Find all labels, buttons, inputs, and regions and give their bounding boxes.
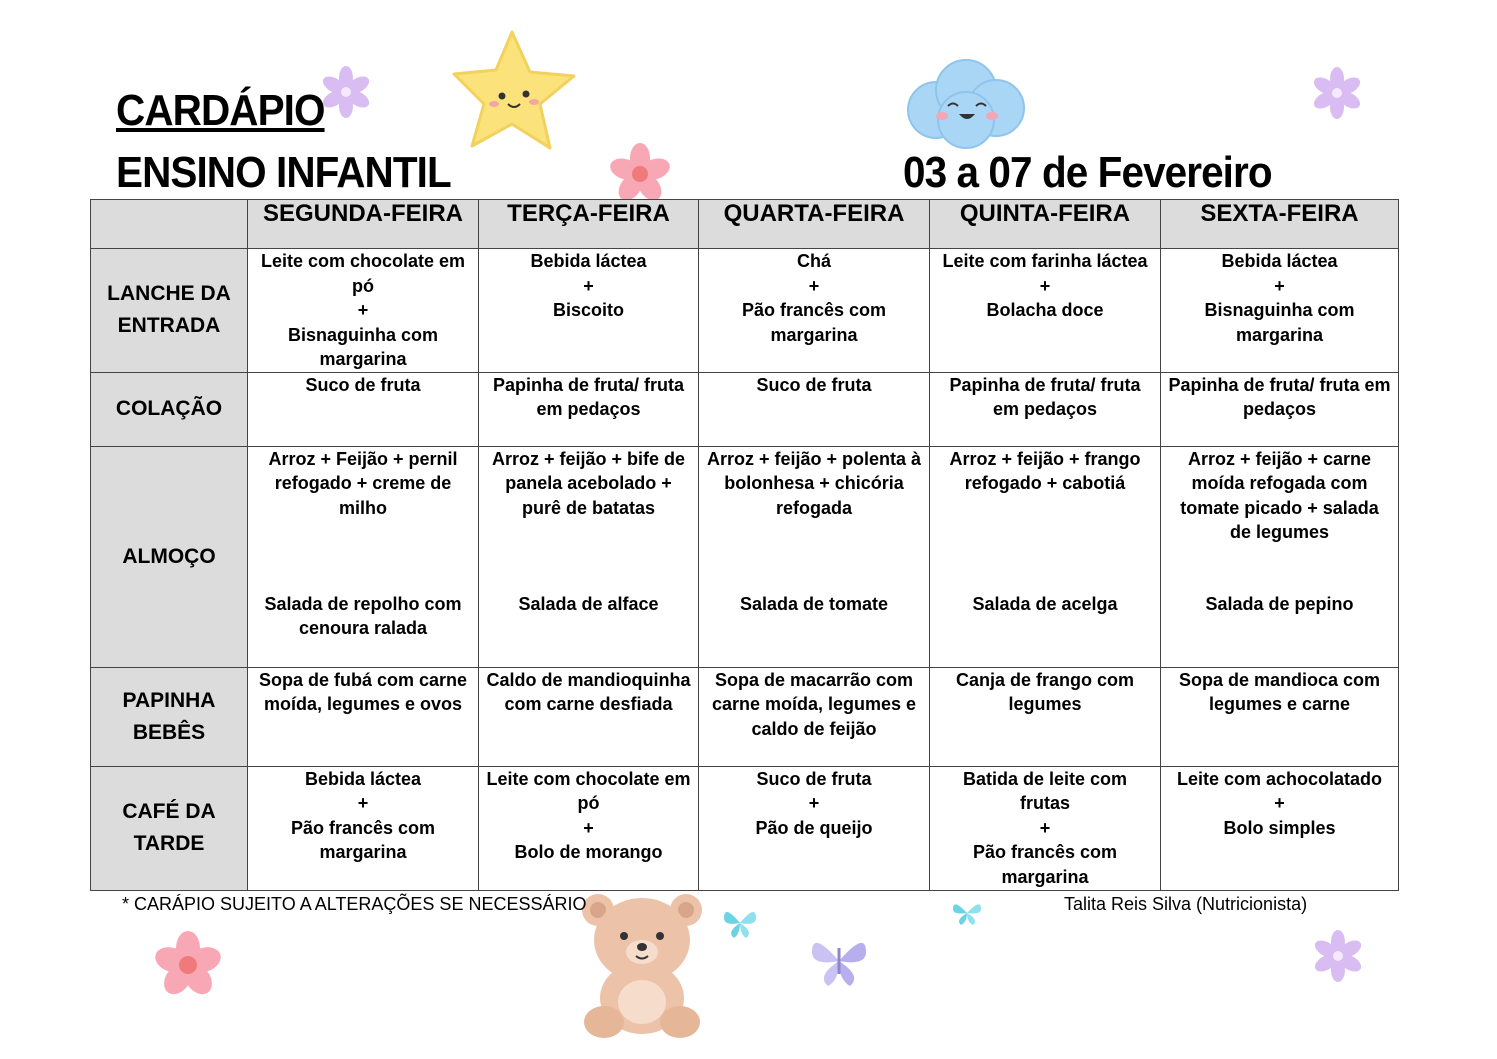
menu-cell: [1161, 446, 1399, 667]
meal-label: [91, 766, 248, 890]
flower-icon: [1310, 66, 1364, 120]
menu-cell: [930, 766, 1161, 890]
menu-item-line: Sopa de macarrão com: [714, 669, 914, 690]
salad: [705, 592, 923, 617]
main-dish: [248, 447, 478, 521]
menu-item-line: Pão francês com: [972, 842, 1118, 862]
menu-item-line: Arroz + feijão + frango: [949, 448, 1141, 469]
menu-item-line: Salada de alface: [518, 593, 659, 614]
menu-item-line: em pedaços: [992, 399, 1098, 419]
menu-cell: [699, 446, 930, 667]
flower-icon: [320, 66, 372, 118]
menu-item-line: +: [1274, 793, 1285, 813]
menu-item-line: Papinha de fruta/ fruta: [492, 374, 685, 395]
day-header: SEGUNDA-FEIRA: [248, 200, 479, 249]
menu-item-line: +: [1039, 275, 1051, 296]
butterfly-icon: [720, 904, 760, 942]
nutritionist-signature: Talita Reis Silva (Nutricionista): [1064, 894, 1308, 914]
menu-cell: [479, 446, 699, 667]
menu-item-line: +: [357, 300, 369, 320]
menu-item-line: margarina: [1235, 324, 1324, 345]
meal-label: [91, 446, 248, 667]
menu-cell: [1161, 372, 1399, 446]
page-subtitle: ENSINO INFANTIL: [116, 148, 451, 197]
meal-row: [91, 249, 1399, 373]
menu-item-line: Bolo simples: [1223, 817, 1336, 838]
menu-cell: [1161, 667, 1399, 766]
menu-item-line: Canja de frango com: [955, 669, 1135, 690]
menu-item-line: moída refogada com: [1191, 473, 1368, 493]
cloud-icon: [896, 50, 1034, 150]
menu-item-line: Bebida láctea: [1221, 251, 1338, 271]
menu-cell: [699, 667, 930, 766]
menu-item-line: ALMOÇO: [122, 544, 216, 568]
menu-item-line: PAPINHA: [122, 688, 216, 712]
menu-item-line: Leite com farinha láctea: [942, 251, 1148, 271]
menu-cell: [248, 766, 479, 890]
menu-item-line: de legumes: [1229, 522, 1330, 542]
menu-cell: [479, 372, 699, 446]
menu-item-line: cenoura ralada: [298, 618, 428, 638]
butterfly-icon: [950, 898, 984, 928]
main-dish: [1161, 447, 1398, 545]
day-header: SEXTA-FEIRA: [1161, 200, 1399, 249]
menu-item-line: COLAÇÃO: [115, 397, 223, 420]
main-dish: [930, 447, 1160, 496]
table-corner: [91, 200, 248, 249]
menu-cell: [930, 667, 1161, 766]
menu-cell: [479, 766, 699, 890]
menu-item-line: refogado + creme de: [274, 473, 452, 493]
menu-cell: [699, 766, 930, 890]
salad: [936, 592, 1154, 617]
flower-icon: [608, 142, 672, 206]
flower-icon: [144, 930, 232, 1000]
menu-cell: [479, 249, 699, 373]
menu-item-line: Salada de acelga: [972, 593, 1118, 614]
menu-cell: [1161, 766, 1399, 890]
menu-item-line: refogada: [775, 497, 853, 518]
menu-cell: [248, 667, 479, 766]
menu-item-line: +: [808, 793, 820, 813]
menu-item-line: caldo de feijão: [751, 718, 877, 739]
main-dish: [479, 447, 698, 521]
menu-item-line: Bisnaguinha com: [287, 324, 439, 345]
menu-cell: [699, 249, 930, 373]
meal-label: [91, 667, 248, 766]
main-dish: [699, 447, 929, 521]
menu-item-line: Papinha de fruta/ fruta: [949, 374, 1141, 395]
menu-item-line: carne moída, legumes e: [711, 694, 917, 714]
menu-cell: [930, 372, 1161, 446]
menu-item-line: +: [1039, 817, 1051, 838]
menu-item-line: Salada de repolho com: [264, 593, 462, 614]
menu-cell: [248, 249, 479, 373]
menu-item-line: ENTRADA: [117, 314, 221, 338]
footer-note: * CARÁPIO SUJEITO A ALTERAÇÕES SE NECESSÁRIO: [122, 894, 587, 914]
menu-item-line: +: [583, 817, 594, 838]
menu-item-line: Bebida láctea: [304, 768, 422, 789]
meal-row: [91, 766, 1399, 890]
menu-item-line: legumes: [1008, 694, 1082, 714]
meal-row: [91, 446, 1399, 667]
menu-table: [90, 199, 1399, 891]
menu-item-line: margarina: [1001, 866, 1089, 887]
menu-item-line: tomate picado + salada: [1180, 497, 1379, 518]
menu-item-line: panela acebolado +: [505, 473, 672, 493]
salad: [1167, 592, 1392, 617]
menu-cell: [248, 372, 479, 446]
menu-item-line: Arroz + feijão + polenta à: [706, 448, 922, 469]
menu-item-line: purê de batatas: [521, 497, 656, 518]
teddy-bear-icon: [574, 890, 710, 1040]
salad: [254, 592, 472, 641]
menu-item-line: Leite com achocolatado: [1176, 768, 1383, 789]
menu-item-line: pó: [352, 275, 374, 296]
menu-item-line: em pedaços: [536, 399, 641, 419]
menu-item-line: Sopa de fubá com carne: [258, 669, 468, 690]
menu-item-line: bolonhesa + chicória: [724, 473, 904, 493]
menu-item-line: com carne desfiada: [504, 694, 673, 714]
menu-item-line: Pão francês com: [290, 817, 436, 838]
menu-item-line: Bolo de morango: [514, 842, 663, 862]
day-header: TERÇA-FEIRA: [479, 200, 699, 249]
menu-item-line: Bisnaguinha com: [1204, 300, 1355, 320]
menu-item-line: +: [357, 793, 369, 813]
menu-item-line: Salada de tomate: [739, 593, 889, 614]
menu-item-line: pó: [577, 793, 600, 813]
menu-cell: [1161, 249, 1399, 373]
menu-item-line: moída, legumes e ovos: [263, 694, 463, 714]
menu-item-line: Leite com chocolate em: [260, 251, 466, 271]
salad: [485, 592, 692, 617]
menu-item-line: Leite com chocolate em: [486, 768, 691, 789]
menu-item-line: +: [583, 275, 594, 296]
page-title: CARDÁPIO: [116, 86, 325, 135]
day-header: QUINTA-FEIRA: [930, 200, 1161, 249]
menu-item-line: Pão francês com: [741, 300, 887, 320]
menu-item-line: LANCHE DA: [107, 282, 231, 306]
menu-item-line: +: [808, 275, 820, 296]
menu-item-line: Chá: [796, 251, 831, 271]
menu-item-line: CAFÉ DA: [122, 800, 216, 823]
menu-item-line: frutas: [1019, 793, 1070, 813]
menu-item-line: Caldo de mandioquinha: [486, 669, 691, 690]
menu-item-line: Pão de queijo: [755, 817, 873, 838]
menu-item-line: Papinha de fruta/ fruta em: [1168, 374, 1391, 395]
menu-item-line: Biscoito: [552, 300, 624, 320]
menu-item-line: milho: [339, 497, 387, 518]
menu-item-line: margarina: [319, 842, 407, 862]
day-header: QUARTA-FEIRA: [699, 200, 930, 249]
menu-item-line: Arroz + feijão + bife de: [491, 448, 686, 469]
menu-item-line: margarina: [319, 349, 407, 369]
meal-label: [91, 372, 248, 446]
menu-cell: [930, 249, 1161, 373]
menu-item-line: Bebida láctea: [530, 251, 647, 271]
menu-cell: [699, 372, 930, 446]
meal-row: [91, 667, 1399, 766]
menu-item-line: Suco de fruta: [756, 768, 872, 789]
menu-item-line: TARDE: [133, 832, 205, 855]
menu-cell: [930, 446, 1161, 667]
meal-row: [91, 372, 1399, 446]
table-header-row: [91, 200, 1399, 249]
date-range: 03 a 07 de Fevereiro: [903, 148, 1272, 197]
menu-item-line: Suco de fruta: [305, 374, 421, 395]
menu-item-line: Bolacha doce: [986, 300, 1104, 320]
menu-item-line: Arroz + feijão + carne: [1187, 448, 1372, 469]
menu-cell: [479, 667, 699, 766]
flower-icon: [1310, 928, 1366, 984]
menu-item-line: pedaços: [1242, 399, 1317, 419]
menu-item-line: Sopa de mandioca com: [1178, 669, 1381, 690]
menu-item-line: Salada de pepino: [1205, 593, 1354, 614]
menu-item-line: margarina: [770, 324, 858, 345]
menu-item-line: BEBÊS: [132, 720, 206, 744]
meal-label: [91, 249, 248, 373]
menu-item-line: Suco de fruta: [756, 374, 872, 395]
menu-item-line: refogado + cabotiá: [964, 473, 1126, 493]
menu-item-line: Arroz + Feijão + pernil: [268, 448, 458, 469]
menu-cell: [248, 446, 479, 667]
star-icon: [450, 26, 580, 154]
menu-item-line: +: [1274, 275, 1285, 296]
menu-item-line: legumes e carne: [1208, 694, 1351, 714]
butterfly-icon: [806, 930, 872, 992]
menu-item-line: Batida de leite com: [962, 768, 1128, 789]
